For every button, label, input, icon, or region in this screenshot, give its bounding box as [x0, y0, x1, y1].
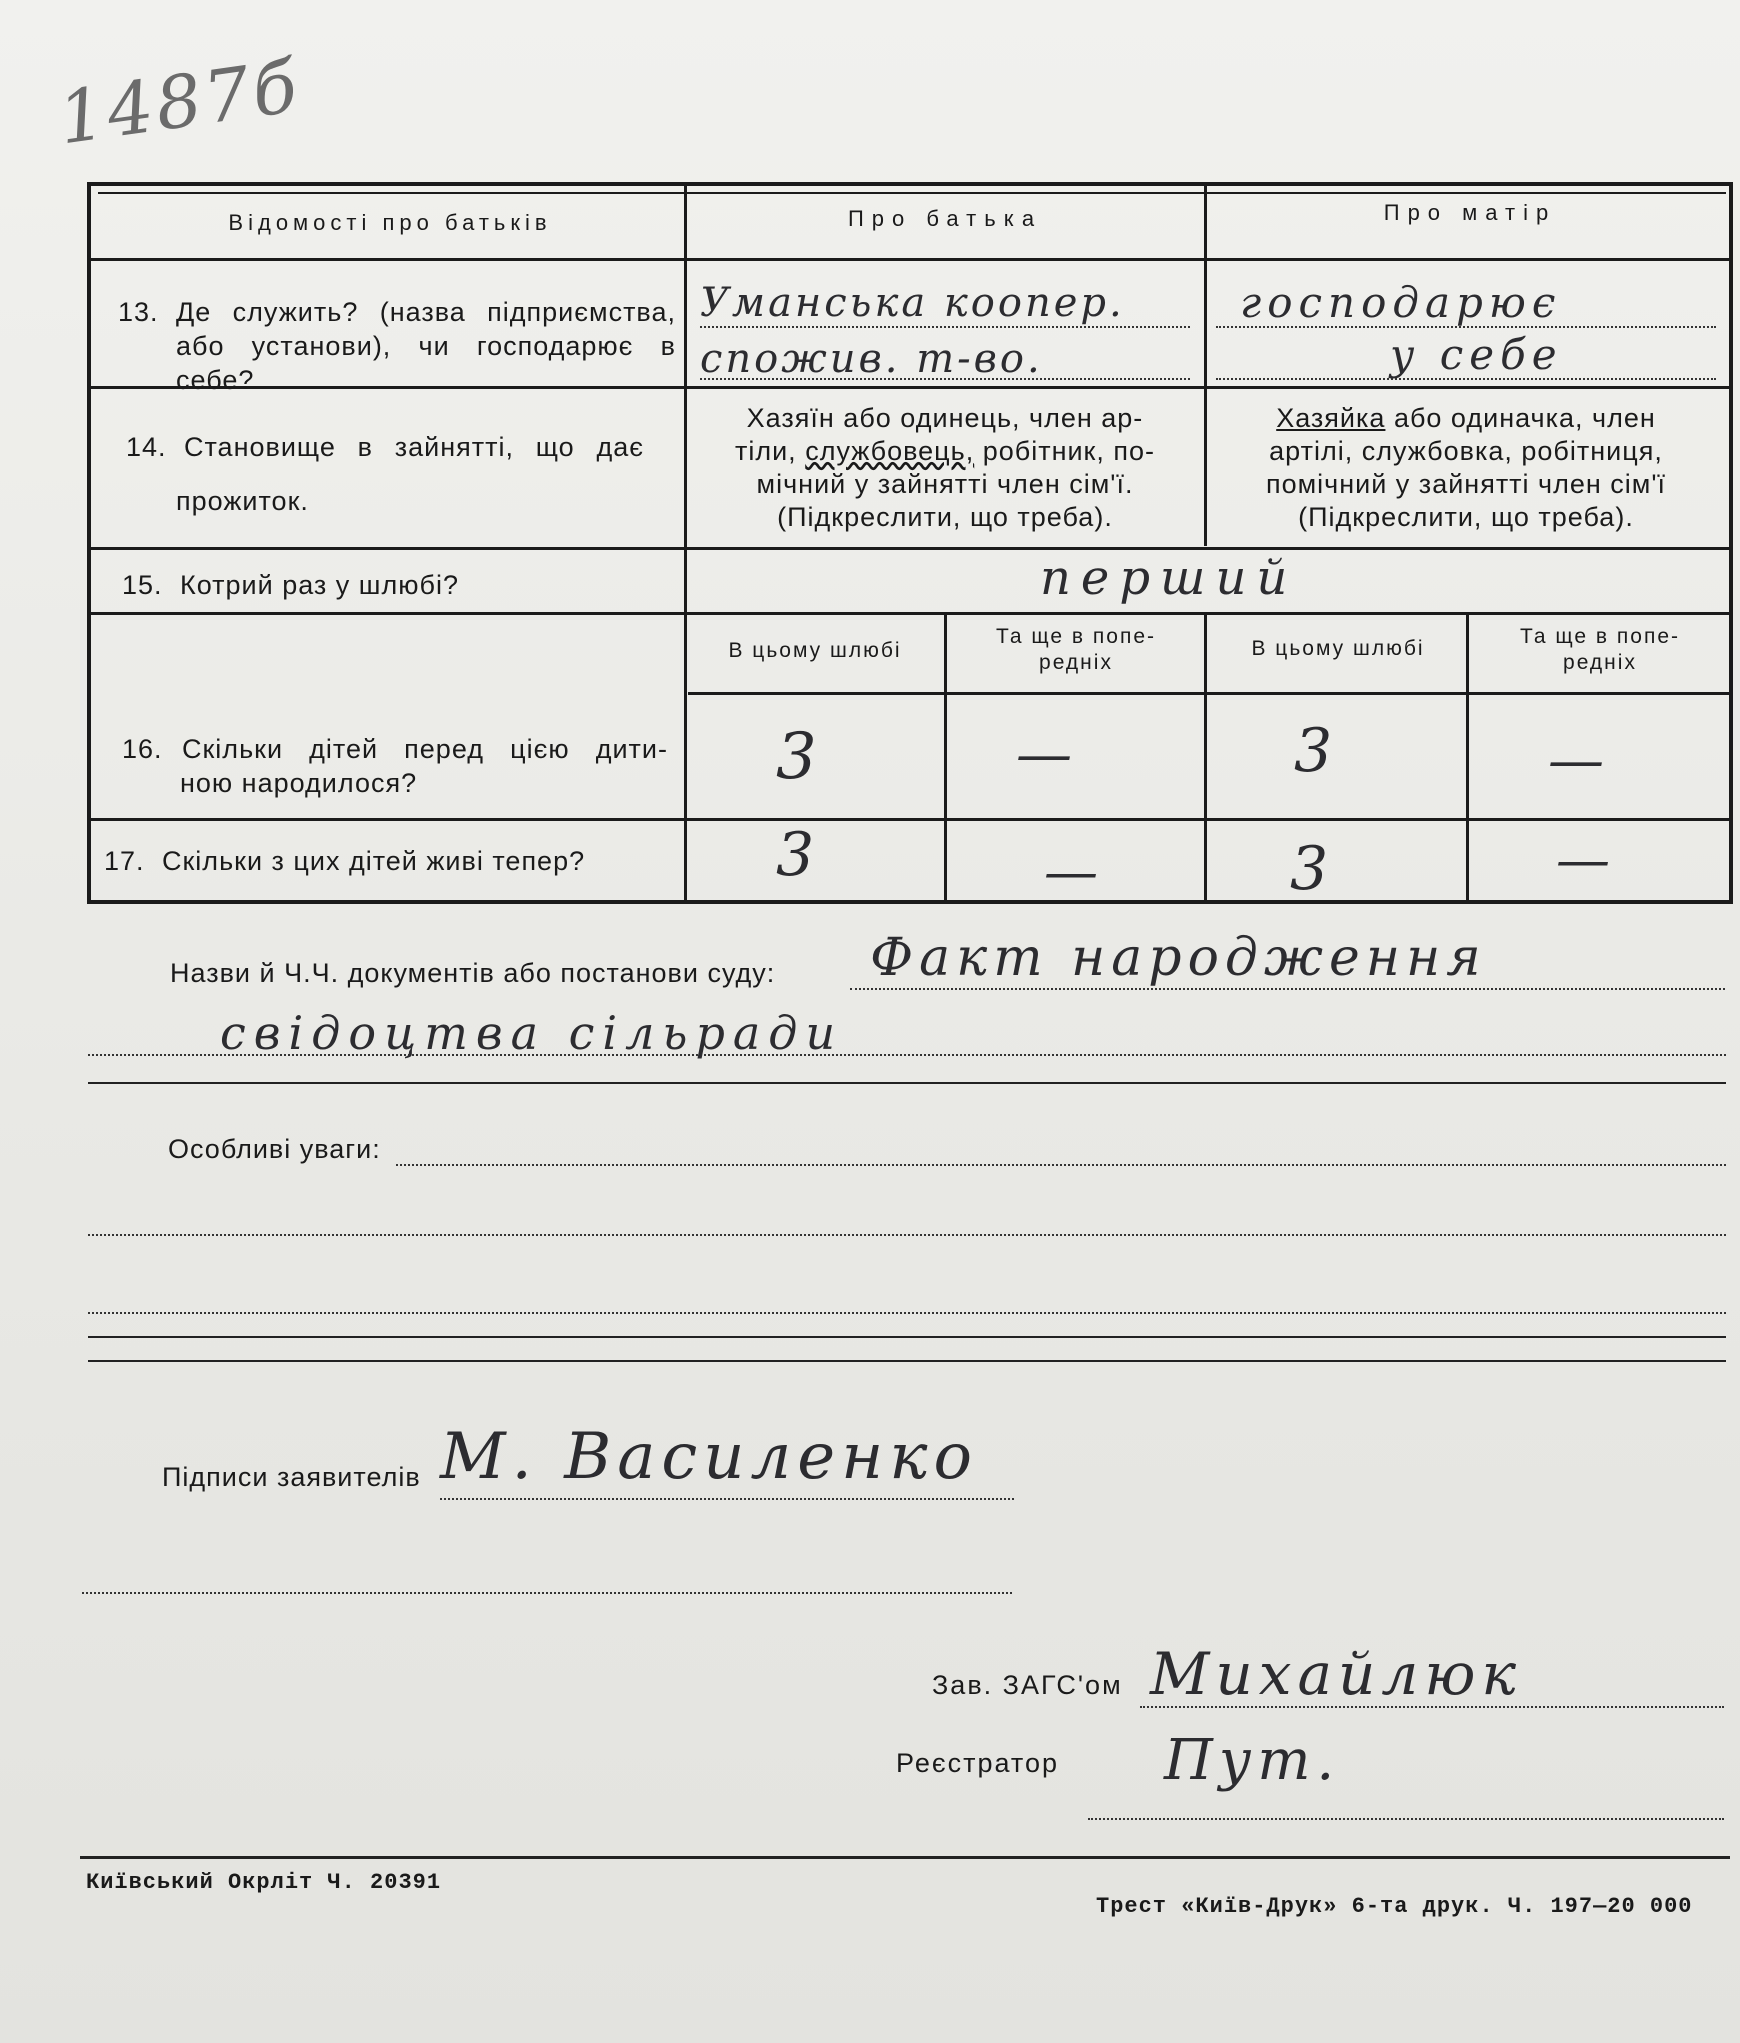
row17-number: 17.: [104, 846, 145, 876]
row16-father-previous: —: [1016, 722, 1075, 787]
subheader-father-previous: [948, 624, 1204, 676]
row14-father-line-d: (Підкреслити, що треба).: [777, 502, 1113, 532]
footer-left-imprint: Київський Окрліт Ч. 20391: [86, 1870, 442, 1895]
documents-rule: [88, 1082, 1726, 1084]
row16-number: 16.: [122, 734, 163, 764]
row15-label: Котрий раз у шлюбі?: [180, 570, 459, 600]
signatures-handwritten: М. Василенко: [440, 1420, 978, 1494]
row13-label: Де служить? (назва підприємства, або установи), чи господарює в себе?: [176, 297, 676, 395]
row17-father-previous: —: [1044, 840, 1101, 903]
subheader-text: Та ще в попе-: [995, 625, 1157, 648]
col-rule-1: [684, 182, 687, 904]
row14-father-text-cont: робітник, по-: [974, 436, 1156, 466]
row14-label-line1: Становище в зайнятті, що дає: [184, 432, 644, 462]
row13-mother-answer-line2: у себе: [1390, 330, 1563, 379]
col-rule-2-lower: [1204, 612, 1207, 904]
footer-right-imprint: Трест «Київ-Друк» 6-та друк. Ч. 197—20 000: [1096, 1894, 1693, 1919]
header-parents-info: Відомості про батьків: [228, 210, 552, 235]
row-rule-14: [87, 547, 1733, 550]
table-inner-top: [98, 192, 1726, 194]
subheader-text: редніх: [1039, 651, 1113, 674]
col-rule-2-upper: [1204, 182, 1207, 546]
zags-head-signature: Михайлюк: [1150, 1640, 1523, 1708]
remarks-label: Особливі уваги:: [168, 1134, 381, 1164]
row17-label: Скільки з цих дітей живі тепер?: [162, 846, 586, 876]
row16-label-line1: Скільки дітей перед цією дити-: [182, 734, 668, 764]
registrar-label: Реєстратор: [896, 1748, 1060, 1778]
row13-mother-answer-line1: господарює: [1240, 278, 1562, 327]
row14-label-line2: прожиток.: [176, 486, 309, 516]
col-rule-sub-2: [1466, 612, 1469, 904]
col-rule-sub-1: [944, 612, 947, 904]
row14-father-line-c: мічний у зайнятті член сім'ї.: [756, 469, 1134, 499]
zags-head-label: Зав. ЗАГС'ом: [932, 1670, 1123, 1700]
footer-rule: [80, 1856, 1730, 1859]
subheader-text: Та ще в попе-: [1519, 625, 1681, 648]
row14-father-text: тіли,: [734, 436, 806, 466]
registrar-signature: Пут.: [1164, 1728, 1341, 1793]
registrar-dotline: [1088, 1818, 1724, 1820]
row16-mother-this: 3: [1294, 716, 1336, 786]
documents-dotline-1: [850, 988, 1725, 990]
zags-head-dotline: [1140, 1706, 1724, 1708]
row13-father-answer-line2: спожив. т-во.: [700, 336, 1043, 382]
row14-father-line-b: [700, 435, 1190, 468]
row14-mother-line-d: (Підкреслити, що треба).: [1298, 502, 1634, 532]
documents-label: Назви й Ч.Ч. документів або постанови суду:: [170, 958, 776, 988]
row14-mother-marked-option: Хазяйка: [1276, 403, 1386, 433]
row15-answer: перший: [1040, 550, 1298, 606]
row17-mother-this: 3: [1290, 834, 1332, 904]
remarks-dotline-1: [396, 1164, 1726, 1166]
row16-label-line2: ною народилося?: [180, 768, 418, 798]
row13-father-dotline-1: [700, 326, 1190, 328]
remarks-rule-2: [88, 1360, 1726, 1362]
row14-father-line-a: Хазяїн або одинець, член ар-: [746, 403, 1144, 433]
row-rule-header: [87, 258, 1733, 261]
row15-number: 15.: [122, 570, 163, 600]
subheader-mother-this: В цьому шлюбі: [1251, 637, 1425, 660]
row16-mother-previous: —: [1548, 728, 1607, 793]
remarks-dotline-2: [88, 1234, 1726, 1236]
row14-mother-line-a: [1216, 402, 1716, 435]
row14-mother-line-b: артілі, службовка, робітниця,: [1269, 436, 1663, 466]
signatures-label: Підписи заявителів: [162, 1462, 421, 1492]
header-father: Про батька: [847, 206, 1043, 231]
remarks-dotline-3: [88, 1312, 1726, 1314]
remarks-rule-1: [88, 1336, 1726, 1338]
header-mother: Про матір: [1383, 200, 1557, 225]
subheader-mother-previous: [1470, 624, 1730, 676]
archive-number: 1487б: [53, 43, 305, 161]
signatures-dotline-2: [82, 1592, 1012, 1594]
row17-father-this: 3: [776, 820, 818, 890]
row-rule-sub: [688, 692, 1733, 695]
row-rule-16: [87, 818, 1733, 821]
row-rule-15: [87, 612, 1733, 615]
row14-father-marked-option: службовець,: [805, 436, 975, 466]
row17-mother-previous: —: [1556, 828, 1613, 891]
signatures-dotline-1: [440, 1498, 1014, 1500]
subheader-text: редніх: [1563, 651, 1637, 674]
documents-answer-line2: свідоцтва сільради: [220, 1006, 844, 1060]
row14-mother-line-c: помічний у зайнятті член сім'ї: [1265, 469, 1667, 499]
subheader-father-this: В цьому шлюбі: [728, 639, 902, 662]
row14-number: 14.: [126, 432, 167, 462]
row14-mother-text: або одиначка, член: [1385, 403, 1656, 433]
row13-number: 13.: [118, 297, 159, 327]
row16-father-this: 3: [776, 720, 820, 794]
row13-father-answer-line1: Уманська коопер.: [700, 280, 1125, 326]
documents-answer-line1: Факт народження: [870, 928, 1487, 988]
